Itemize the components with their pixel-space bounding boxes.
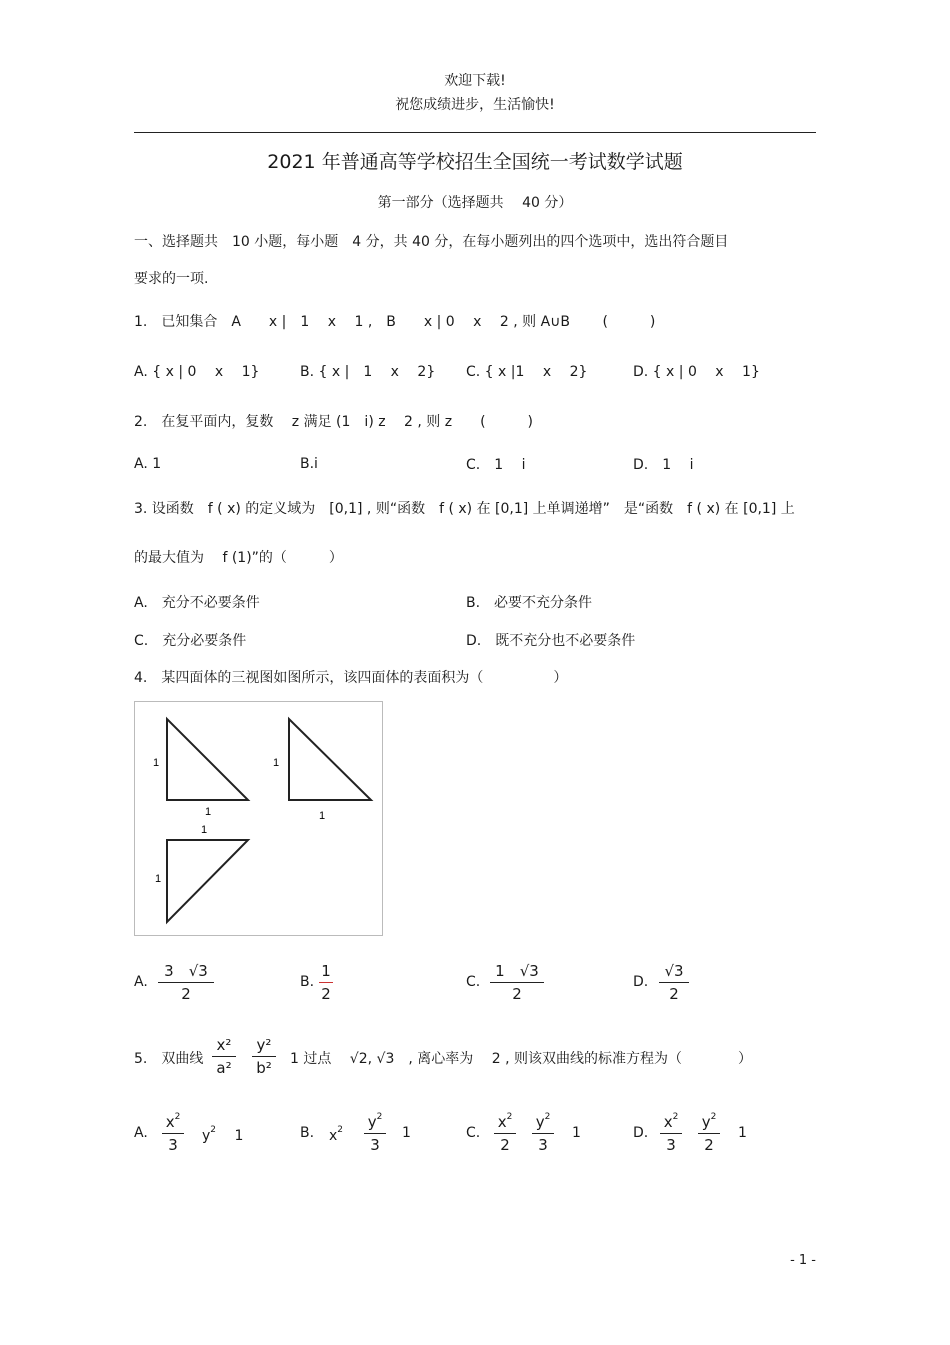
q5-fraction-x-numerator: x²: [216, 1036, 232, 1054]
q4-option-b-numerator: 1: [321, 962, 331, 980]
q5-d-frac-2: $y^2$ 2: [698, 1108, 720, 1154]
q1-option-d: D. { x | 0 x 1}: [633, 364, 760, 380]
front-view-triangle: [167, 719, 248, 800]
q4-option-d-letter: D.: [633, 974, 649, 990]
front-width-label: 1: [205, 806, 212, 818]
q5-option-b-letter: B.: [300, 1125, 315, 1141]
top-height-label: 1: [155, 873, 162, 885]
q5-a-frac: $x^2$ 3: [162, 1108, 184, 1154]
top-view-triangle: [167, 840, 248, 922]
q4-option-a-numerator: 3 √3: [164, 962, 208, 980]
q5-fraction-y: [252, 1036, 276, 1077]
q4-option-a-fraction: [158, 962, 214, 1003]
q1-option-c: C. { x |1 x 2}: [466, 364, 588, 380]
page-number: - 1 -: [790, 1253, 816, 1268]
q2-option-d: D. 1 i: [633, 457, 694, 473]
q5-b-tail: 1: [402, 1125, 411, 1141]
q4-option-b-letter: B.: [300, 974, 315, 990]
q5-fraction-y-denominator: b²: [256, 1059, 272, 1077]
q2-option-c: C. 1 i: [466, 457, 526, 473]
q5-option-d-letter: D.: [633, 1125, 649, 1141]
side-height-label: 1: [273, 757, 280, 769]
q5-fraction-x-denominator: a²: [216, 1059, 232, 1077]
q5-b-head: $x^2$: [329, 1125, 344, 1144]
q1-option-b: B. { x | 1 x 2}: [300, 364, 436, 380]
page-title: 2021 年普通高等学校招生全国统一考试数学试题: [267, 151, 683, 173]
q5-option-a-letter: A.: [134, 1125, 148, 1141]
q5-fraction-y-numerator: y²: [256, 1036, 272, 1054]
top-width-label: 1: [201, 824, 208, 836]
header-divider: [134, 132, 816, 133]
q5-fraction-x: [212, 1036, 236, 1077]
q5-b-frac: $y^2$ 3: [364, 1108, 386, 1154]
greeting-line-2: 祝您成绩进步，生活愉快!: [395, 97, 555, 113]
q5-a-tail: $y^2$ 1: [202, 1125, 244, 1144]
section-intro-line-1: 一、选择题共 10 小题，每小题 4 分，共 40 分，在每小题列出的四个选项中，选出符合题目: [134, 234, 729, 250]
q3-option-c: C. 充分必要条件: [134, 633, 247, 649]
part-heading: 第一部分（选择题共 40 分）: [377, 195, 573, 211]
q4-option-d-fraction: [659, 962, 689, 1003]
q3-stem-line-1: 3. 设函数 f ( x) 的定义域为 [0,1] , 则“函数 f ( x) 在 [0,1] 上单调递增” 是“函数 f ( x) 在 [0,1] 上: [134, 501, 795, 517]
q4-stem: 4. 某四面体的三视图如图所示，该四面体的表面积为（ ）: [134, 670, 568, 686]
q5-c-tail: 1: [572, 1125, 581, 1141]
q5-d-tail: 1: [738, 1125, 747, 1141]
three-view-drawing: [135, 702, 382, 935]
q3-option-a: A. 充分不必要条件: [134, 595, 260, 611]
q4-option-c-numerator: 1 √3: [495, 962, 539, 980]
greeting-line-1: 欢迎下载!: [444, 73, 506, 89]
q1-option-a: A. { x | 0 x 1}: [134, 364, 260, 380]
q4-option-d-numerator: √3: [664, 962, 684, 980]
q4-option-d-denominator: 2: [669, 985, 679, 1003]
side-view-triangle: [289, 719, 371, 800]
q1-stem: 1. 已知集合 A x | 1 x 1 , B x | 0 x 2 , 则 A∪B ( ): [134, 314, 656, 330]
q5-c-frac-2: $y^2$ 3: [532, 1108, 554, 1154]
side-width-label: 1: [319, 810, 326, 822]
q4-option-a-denominator: 2: [181, 985, 191, 1003]
q4-option-c-fraction: [490, 962, 544, 1003]
q3-option-b: B. 必要不充分条件: [466, 595, 593, 611]
section-intro-line-2: 要求的一项.: [134, 271, 209, 287]
front-height-label: 1: [153, 757, 160, 769]
q2-option-b: B.i: [300, 456, 318, 472]
q4-option-b-fraction: [319, 962, 333, 1003]
q4-option-b-denominator: 2: [321, 985, 331, 1003]
q2-option-a: A. 1: [134, 456, 162, 472]
q4-option-c-letter: C.: [466, 974, 481, 990]
three-view-figure: [134, 701, 383, 936]
q5-option-c-letter: C.: [466, 1125, 481, 1141]
q4-option-c-denominator: 2: [512, 985, 522, 1003]
q3-stem-line-2: 的最大值为 f (1)”的（ ）: [134, 550, 343, 566]
q5-d-frac-1: $x^2$ 3: [660, 1108, 682, 1154]
q5-stem-rest: 1 过点 √2, √3 , 离心率为 2 , 则该双曲线的标准方程为（ ）: [290, 1051, 752, 1067]
q3-option-d: D. 既不充分也不必要条件: [466, 633, 636, 649]
q5-c-frac-1: $x^2$ 2: [494, 1108, 516, 1154]
q4-option-a-letter: A.: [134, 974, 148, 990]
q5-prefix: 5. 双曲线: [134, 1051, 204, 1067]
q2-stem: 2. 在复平面内，复数 z 满足 (1 i) z 2 , 则 z ( ): [134, 414, 534, 430]
